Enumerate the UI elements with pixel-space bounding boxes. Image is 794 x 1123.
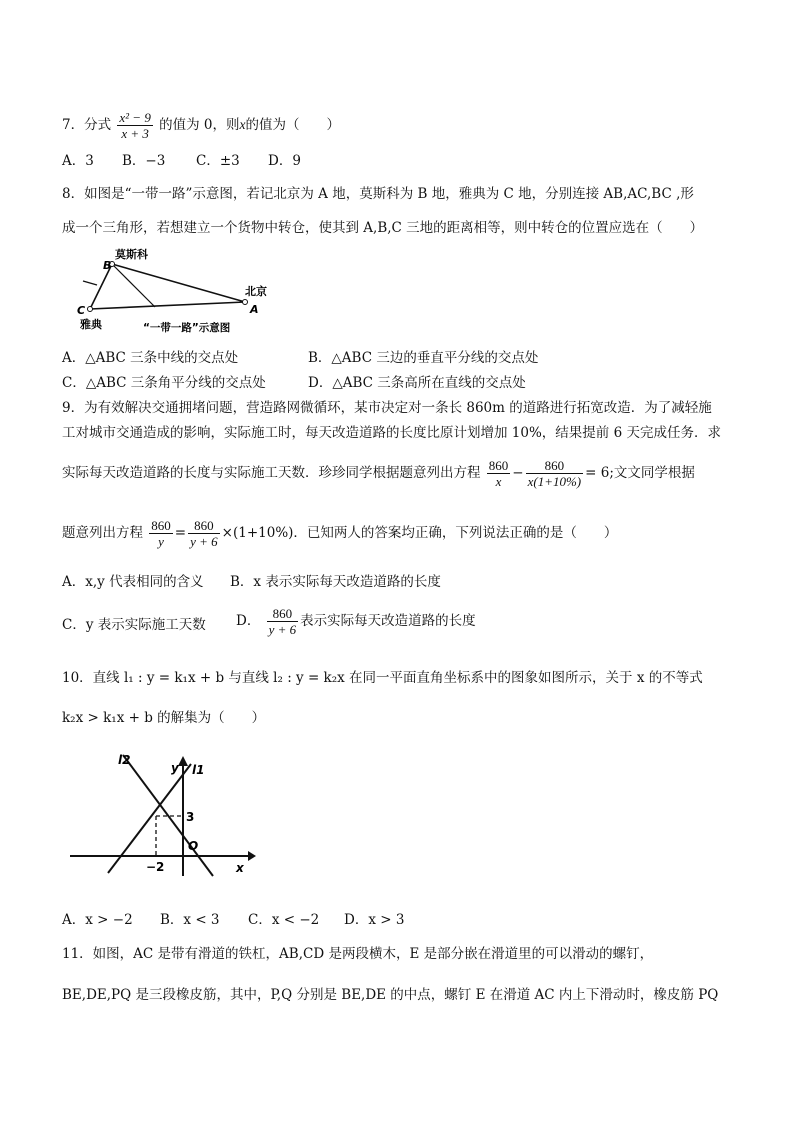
q9-option-d-numerator: 860 (272, 606, 293, 621)
q9-line3: 实际每天改造道路的长度与实际施工天数．珍珍同学根据题意列出方程 $\frac{860}{x}$ − $\frac{860}{x(1+10\%)}$ = 6;文文同学根据 (62, 458, 695, 489)
q10-label-l1: l1 (192, 763, 205, 777)
q8-label-beijing: 北京 (245, 285, 267, 298)
q8-line2: 成一个三角形，若想建立一个货物中转仓，使其到 A,B,C 三地的距离相等，则中转仓的位置应选在（ ） (62, 220, 704, 236)
q9-eq2-f1-numerator: 860 (151, 518, 171, 533)
q10-line1: 10．直线 l₁ : y = k₁x + b 与直线 l₂ : y = k₂x 在同一平面直角坐标系中的图象如图所示，关于 x 的不等式 (62, 670, 703, 686)
q10-label-3: 3 (186, 810, 195, 824)
q8-point-a (243, 300, 248, 305)
q8-option-d: D．△ABC 三条高所在直线的交点处 (308, 375, 526, 391)
q10-option-c: C．x < −2 (248, 912, 320, 928)
q9-eq2-f1-denominator: y (149, 533, 173, 549)
q8-side-ac (90, 302, 245, 309)
q10-label-origin: O (188, 839, 199, 853)
q8-label-a: A (250, 303, 259, 316)
q8-figure-belt-road-map (75, 247, 285, 339)
q9-option-d-denominator: y + 6 (268, 622, 297, 637)
q8-label-b: B (103, 259, 112, 272)
q9-option-a: A．x,y 代表相同的含义 (62, 574, 204, 590)
q9-option-c: C．y 表示实际施工天数 (62, 617, 206, 633)
q7-option-d: D．9 (268, 153, 301, 169)
q9-line4: 题意列出方程 $\frac{860}{y}$ = $\frac{860}{y + 6}$ ×(1+10%)．已知两人的答案均正确，下列说法正确的是（ ） (62, 518, 618, 549)
q10-x-arrow (248, 851, 256, 861)
q7-fraction-numerator: x² − 9 (119, 110, 151, 125)
q7-option-a: A．3 (62, 153, 94, 169)
q7-option-b: B．−3 (122, 153, 166, 169)
q9-eq1-f1-numerator: 860 (488, 458, 509, 473)
q9-eq1-f1-denominator: x (487, 473, 511, 489)
q7-fraction (117, 110, 152, 141)
q9-eq2-f2-denominator: y + 6 (190, 534, 218, 549)
q9-eq2-fraction1 (149, 518, 173, 549)
q9-line4-text: 题意列出方程 (62, 525, 143, 541)
q9-line3-text: 实际每天改造道路的长度与实际施工天数．珍珍同学根据题意列出方程 (62, 465, 481, 481)
q9-eq2-fraction2 (188, 518, 220, 549)
q11-line1: 11．如图，AC 是带有滑道的铁杠，AB,CD 是两段横木，E 是部分嵌在滑道里的可以滑动的螺钉， (62, 946, 654, 962)
q7-text-tail: 的值为（ ） (245, 117, 341, 133)
q9-option-b: B．x 表示实际每天改造道路的长度 (230, 574, 441, 590)
q10-y-arrow (178, 756, 188, 766)
q8-figure-caption: “一带一路”示意图 (143, 322, 231, 334)
q10-option-a: A．x > −2 (62, 912, 133, 928)
q9-eq1-fraction2 (526, 458, 584, 489)
q9-eq2-f2-numerator: 860 (194, 518, 214, 533)
q9-option-d-fraction (267, 606, 299, 637)
q7-number: 7．分式 (62, 117, 112, 133)
q8-dashed-mark (83, 281, 97, 285)
q8-point-c (88, 307, 93, 312)
q8-option-c: C．△ABC 三条角平分线的交点处 (62, 375, 266, 391)
q7-text: 的值为 0，则 (159, 117, 240, 133)
q11-line2: BE,DE,PQ 是三段橡皮筋，其中，P,Q 分别是 BE,DE 的中点，螺钉 E 在滑道 AC 内上下滑动时，橡皮筋 PQ (62, 987, 719, 1003)
q7-option-c: C．±3 (196, 153, 240, 169)
q7-stem (62, 110, 340, 141)
q10-option-b: B．x < 3 (160, 912, 220, 928)
q8-line1: 8．如图是“一带一路”示意图，若记北京为 A 地，莫斯科为 B 地，雅典为 C 地，分别连接 AB,AC,BC ,形 (62, 186, 694, 202)
q8-option-b: B．△ABC 三边的垂直平分线的交点处 (308, 350, 539, 366)
q9-option-d-label: D． (236, 613, 261, 629)
q9-line1: 9．为有效解决交通拥堵问题，营造路网微循环，某市决定对一条长 860m 的道路进行拓宽改造．为了减轻施 (62, 400, 712, 416)
q8-label-c: C (77, 304, 86, 317)
q9-eq1-rhs: = 6 (585, 465, 610, 481)
q10-label-l2: l2 (118, 753, 131, 767)
q9-option-d-text: 表示实际每天改造道路的长度 (300, 613, 476, 629)
q7-variable: x (239, 117, 246, 132)
q10-label-x: x (236, 861, 244, 875)
q7-fraction-denominator: x + 3 (117, 125, 152, 141)
q8-label-moscow: 莫斯科 (115, 248, 148, 261)
q8-option-a: A．△ABC 三条中线的交点处 (62, 350, 239, 366)
q9-eq1-f2-numerator: 860 (544, 458, 565, 473)
q9-option-d (236, 606, 476, 637)
q9-eq1-fraction1 (487, 458, 511, 489)
q10-label-y: y (171, 761, 179, 775)
q9-line3-tail: ;文文同学根据 (609, 465, 695, 481)
q8-side-ab (112, 264, 245, 302)
q10-option-d: D．x > 3 (344, 912, 405, 928)
q10-label-neg2: −2 (146, 860, 165, 874)
q10-figure-graph (68, 748, 258, 880)
q9-eq1-f2-denominator: x(1+10%) (527, 474, 582, 489)
q9-line4-tail: ．已知两人的答案均正确，下列说法正确的是（ ） (293, 525, 618, 541)
q9-line2: 工对城市交通造成的影响，实际施工时，每天改造道路的长度比原计划增加 10%，结果提前 6 天完成任务．求 (62, 425, 721, 441)
q8-label-athens: 雅典 (80, 318, 102, 331)
q9-eq2-tail: ×(1+10%) (221, 525, 294, 541)
q10-line2: k₂x > k₁x + b 的解集为（ ） (62, 710, 266, 726)
